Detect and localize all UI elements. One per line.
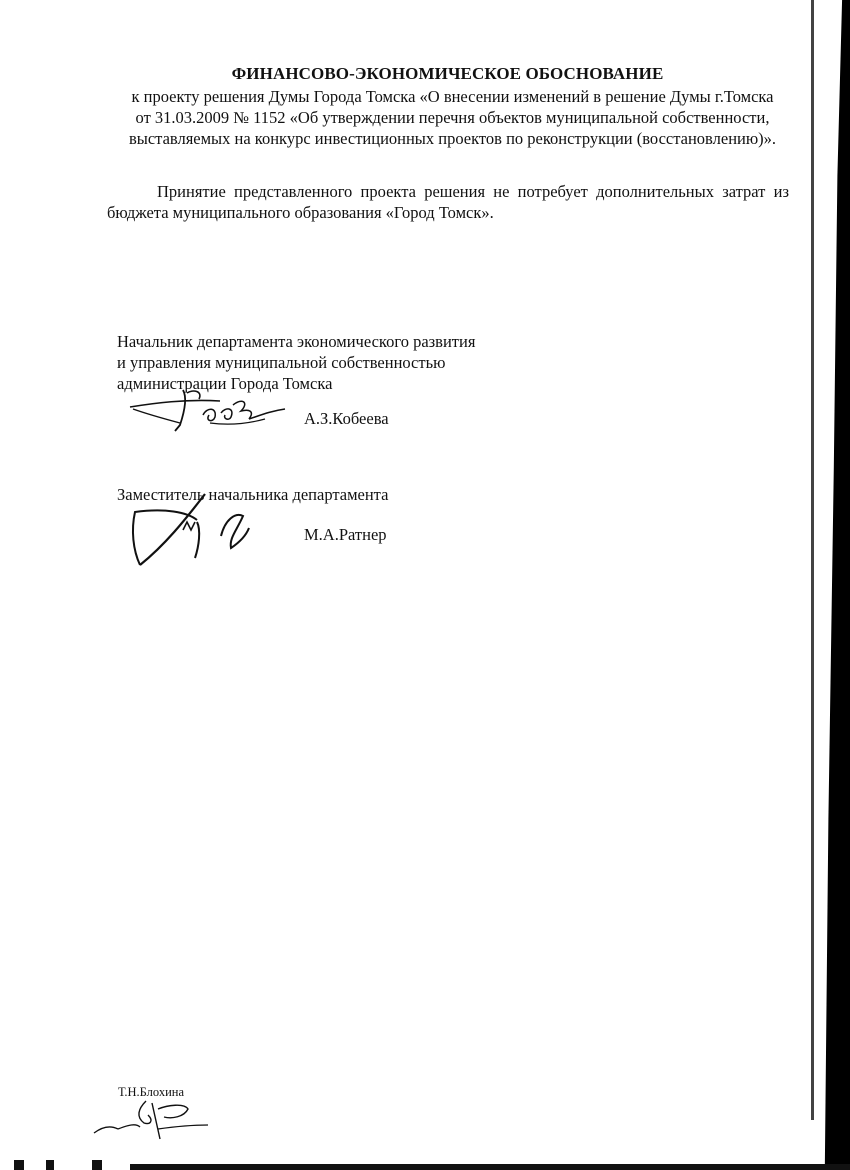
signatory-2-name: М.А.Ратнер	[304, 525, 387, 544]
subtitle-line: от 31.03.2009 № 1152 «Об утверждении перечня объектов муниципальной собственности,	[135, 108, 770, 127]
body-paragraph: Принятие представленного проекта решения не потребует дополнительных затрат из бюджета муниципального образования «Город Томск».	[107, 182, 789, 222]
scan-edge-bottom	[130, 1164, 850, 1170]
position-line: и управления муниципальной собственностью	[117, 353, 446, 372]
signatory-1-name: А.З.Кобеева	[304, 409, 389, 428]
document-subtitle	[80, 86, 825, 149]
document-title: ФИНАНСОВО-ЭКОНОМИЧЕСКОЕ ОБОСНОВАНИЕ	[231, 64, 664, 83]
subtitle-line: выставляемых на конкурс инвестиционных проектов по реконструкции (восстановлению)».	[128, 129, 777, 148]
subtitle-line: к проекту решения Думы Города Томска «О внесении изменений в решение Думы г.Томска	[131, 87, 774, 106]
executor-name: Т.Н.Блохина	[118, 1085, 185, 1099]
position-line: Начальник департамента экономического развития	[117, 332, 476, 351]
position-line: администрации Города Томска	[117, 374, 333, 393]
signatory-2-position: Заместитель начальника департамента	[117, 485, 389, 504]
scan-edge-right	[814, 0, 850, 1170]
scan-bottom-marks	[0, 1158, 120, 1170]
scan-edge-line	[811, 0, 814, 1120]
